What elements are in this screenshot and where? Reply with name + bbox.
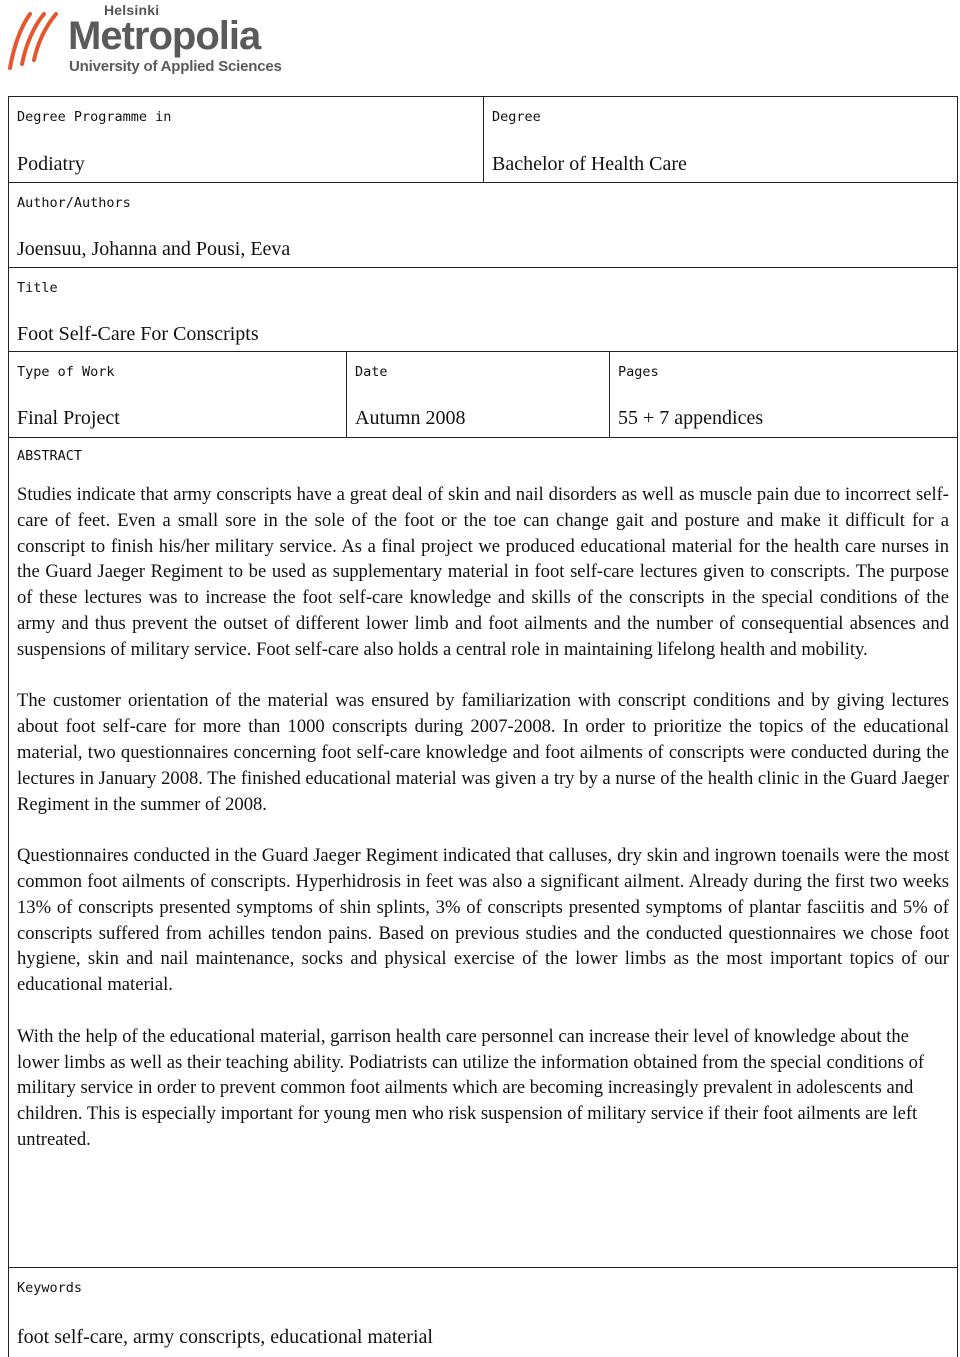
keywords-label: Keywords: [17, 1280, 83, 1296]
keywords-section: [9, 1268, 957, 1357]
abstract-section: [9, 438, 957, 1268]
pages-cell: [609, 352, 957, 437]
logo-name: Metropolia: [68, 14, 261, 58]
work-info-row: [9, 352, 957, 438]
pages-value: 55 + 7 appendices: [618, 407, 764, 429]
logo-city: Helsinki: [104, 2, 160, 18]
degree-row: [9, 97, 957, 183]
title-value: Foot Self-Care For Conscripts: [17, 323, 259, 345]
title-cell: [9, 268, 957, 351]
abstract-paragraph: With the help of the educational material, garrison health care personnel can increase their level of knowledge about the lower limbs as well as their teaching ability. Podiatrists can utilize the information obtained from the special conditions of military service in order to prevent common foot ailments which are becoming increasingly prevalent in adolescents and children. This is especially important for young men who risk suspension of military service if their foot ailments are left untreated.: [17, 1025, 925, 1150]
type-of-work-cell: [9, 352, 346, 437]
abstract-body: [17, 482, 949, 1153]
abstract-paragraph: Questionnaires conducted in the Guard Jaeger Regiment indicated that calluses, dry skin and ingrown toenails were the most common foot ailments of conscripts. Hyperhidrosis in feet was also a significant ailment. Already during the first two weeks 13% of conscripts presented symptoms of shin splints, 3% of conscripts presented symptoms of plantar fasciitis and 5% of conscripts suffered from achilles tendon pains. Based on previous studies and the conducted questionnaires we chose foot hygiene, skin and nail maintenance, socks and physical exercise of the lower limbs as the most important topics of our educational material.: [17, 845, 949, 996]
type-of-work-label: Type of Work: [17, 364, 115, 380]
degree-programme-label: Degree Programme in: [17, 109, 172, 125]
degree-programme-cell: [9, 97, 483, 182]
metropolia-logo: [6, 2, 296, 78]
abstract-label: ABSTRACT: [17, 448, 83, 464]
degree-label: Degree: [492, 109, 541, 125]
logo-subtitle: University of Applied Sciences: [69, 58, 282, 75]
type-of-work-value: Final Project: [17, 407, 120, 429]
author-label: Author/Authors: [17, 195, 131, 211]
author-row: [9, 183, 957, 268]
date-value: Autumn 2008: [355, 407, 466, 429]
author-value: Joensuu, Johanna and Pousi, Eeva: [17, 238, 291, 260]
pages-label: Pages: [618, 364, 659, 380]
abstract-paragraph: The customer orientation of the material was ensured by familiarization with conscript conditions and by giving lectures about foot self-care for more than 1000 conscripts during 2007-2008. In order to prioritize the topics of the educational material, two questionnaires concerning foot self-care knowledge and foot ailments of conscripts were conducted during the lectures in January 2008. The finished educational material was given a try by a nurse of the health clinic in the Guard Jaeger Regiment in the summer of 2008.: [17, 690, 949, 815]
title-label: Title: [17, 280, 58, 296]
degree-programme-value: Podiatry: [17, 153, 85, 175]
author-cell: [9, 183, 957, 267]
thesis-abstract-form: [8, 96, 958, 1357]
date-cell: [346, 352, 609, 437]
date-label: Date: [355, 364, 388, 380]
degree-value: Bachelor of Health Care: [492, 153, 687, 175]
title-row: [9, 268, 957, 352]
abstract-paragraph: Studies indicate that army conscripts have a great deal of skin and nail disorders as well as muscle pain due to incorrect self-care of feet. Even a small sore in the sole of the foot or the toe can change gait and posture and make it difficult for a conscript to finish his/her military service. As a final project we produced educational material for the health care nurses in the Guard Jaeger Regiment to be used as supplementary material in foot self-care lectures given to conscripts. The purpose of these lectures was to increase the foot self-care knowledge and skills of the conscripts in the special conditions of the army and thus prevent the outset of different lower limb and foot ailments and the number of consequential absences and suspensions of military service. Foot self-care also holds a central role in maintaining lifelong health and mobility.: [17, 484, 949, 660]
keywords-value: foot self-care, army conscripts, educational material: [17, 1326, 433, 1348]
metropolia-mark-icon: [6, 6, 66, 70]
degree-cell: [483, 97, 957, 182]
